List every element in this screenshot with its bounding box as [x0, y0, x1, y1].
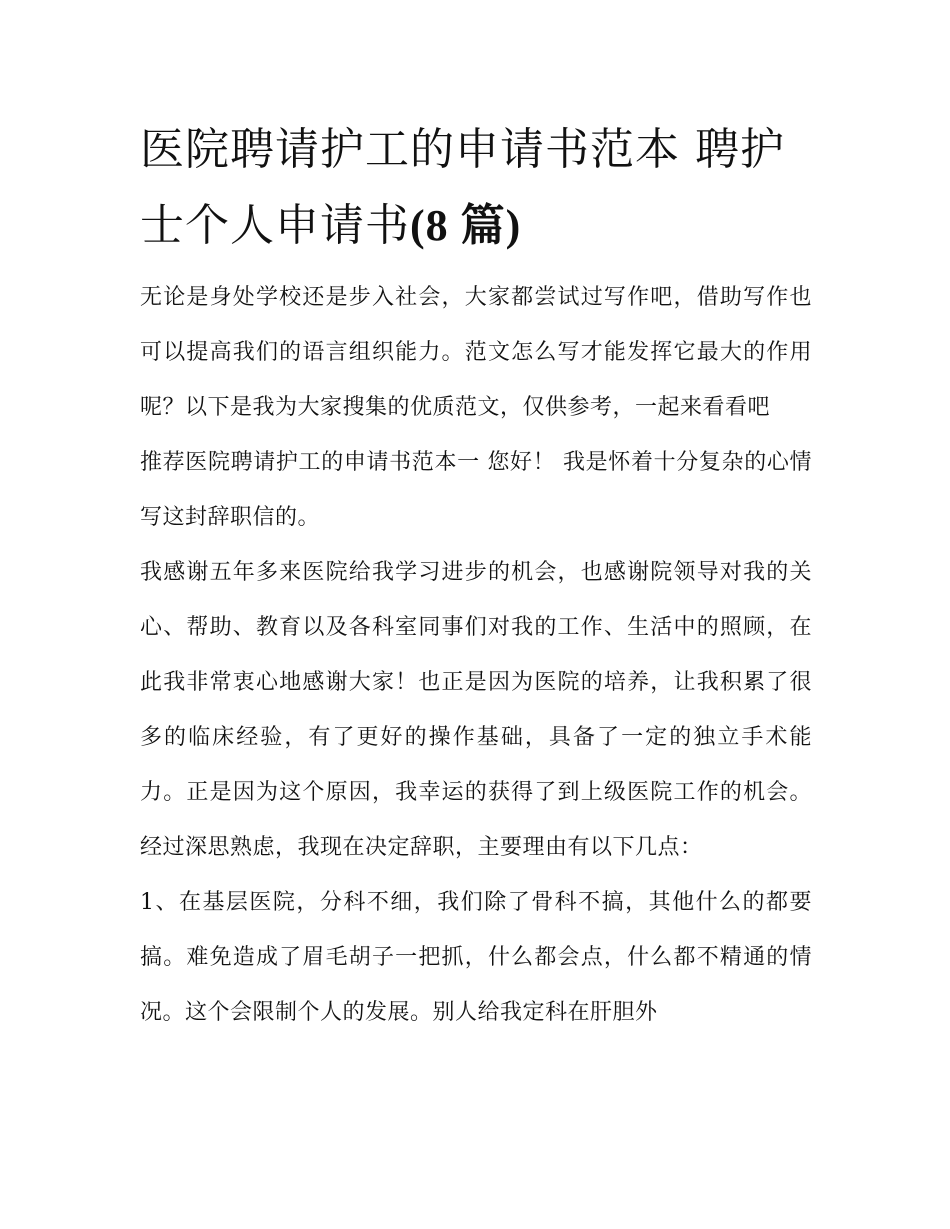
thanks-paragraph: 我感谢五年多来医院给我学习进步的机会，也感谢院领导对我的关心、帮助、教育以及各科室同事们对我的工作、生活中的照顾，在此我非常衷心地感谢大家！也正是因为医院的培养，让我积累了很多的临床经验，有了更好的操作基础，具备了一定的独立手术能力。正是因为这个原因，我幸运的获得了到上级医院工作的机会。经过深思熟虑，我现在决定辞职，主要理由有以下几点：: [140, 560, 812, 860]
title-main-text: 医院聘请护工的申请书范本 聘护士个人申请书: [140, 124, 785, 251]
document-page: [140, 112, 812, 1040]
intro-paragraph: 无论是身处学校还是步入社会，大家都尝试过写作吧，借助写作也可以提高我们的语言组织能力。范文怎么写才能发挥它最大的作用呢？以下是我为大家搜集的优质范文，仅供参考，一起来看看吧: [140, 285, 812, 420]
document-title: [140, 112, 812, 264]
greeting-paragraph: 推荐医院聘请护工的申请书范本一 您好！ 我是怀着十分复杂的心情写这封辞职信的。: [140, 450, 812, 530]
reason-one-paragraph: 1、在基层医院，分科不细，我们除了骨科不搞，其他什么的都要搞。难免造成了眉毛胡子一把抓，什么都会点，什么都不精通的情况。这个会限制个人的发展。别人给我定科在肝胆外: [140, 890, 812, 1025]
document-body: [140, 270, 812, 1040]
title-suffix-text: (8 篇): [410, 201, 522, 250]
